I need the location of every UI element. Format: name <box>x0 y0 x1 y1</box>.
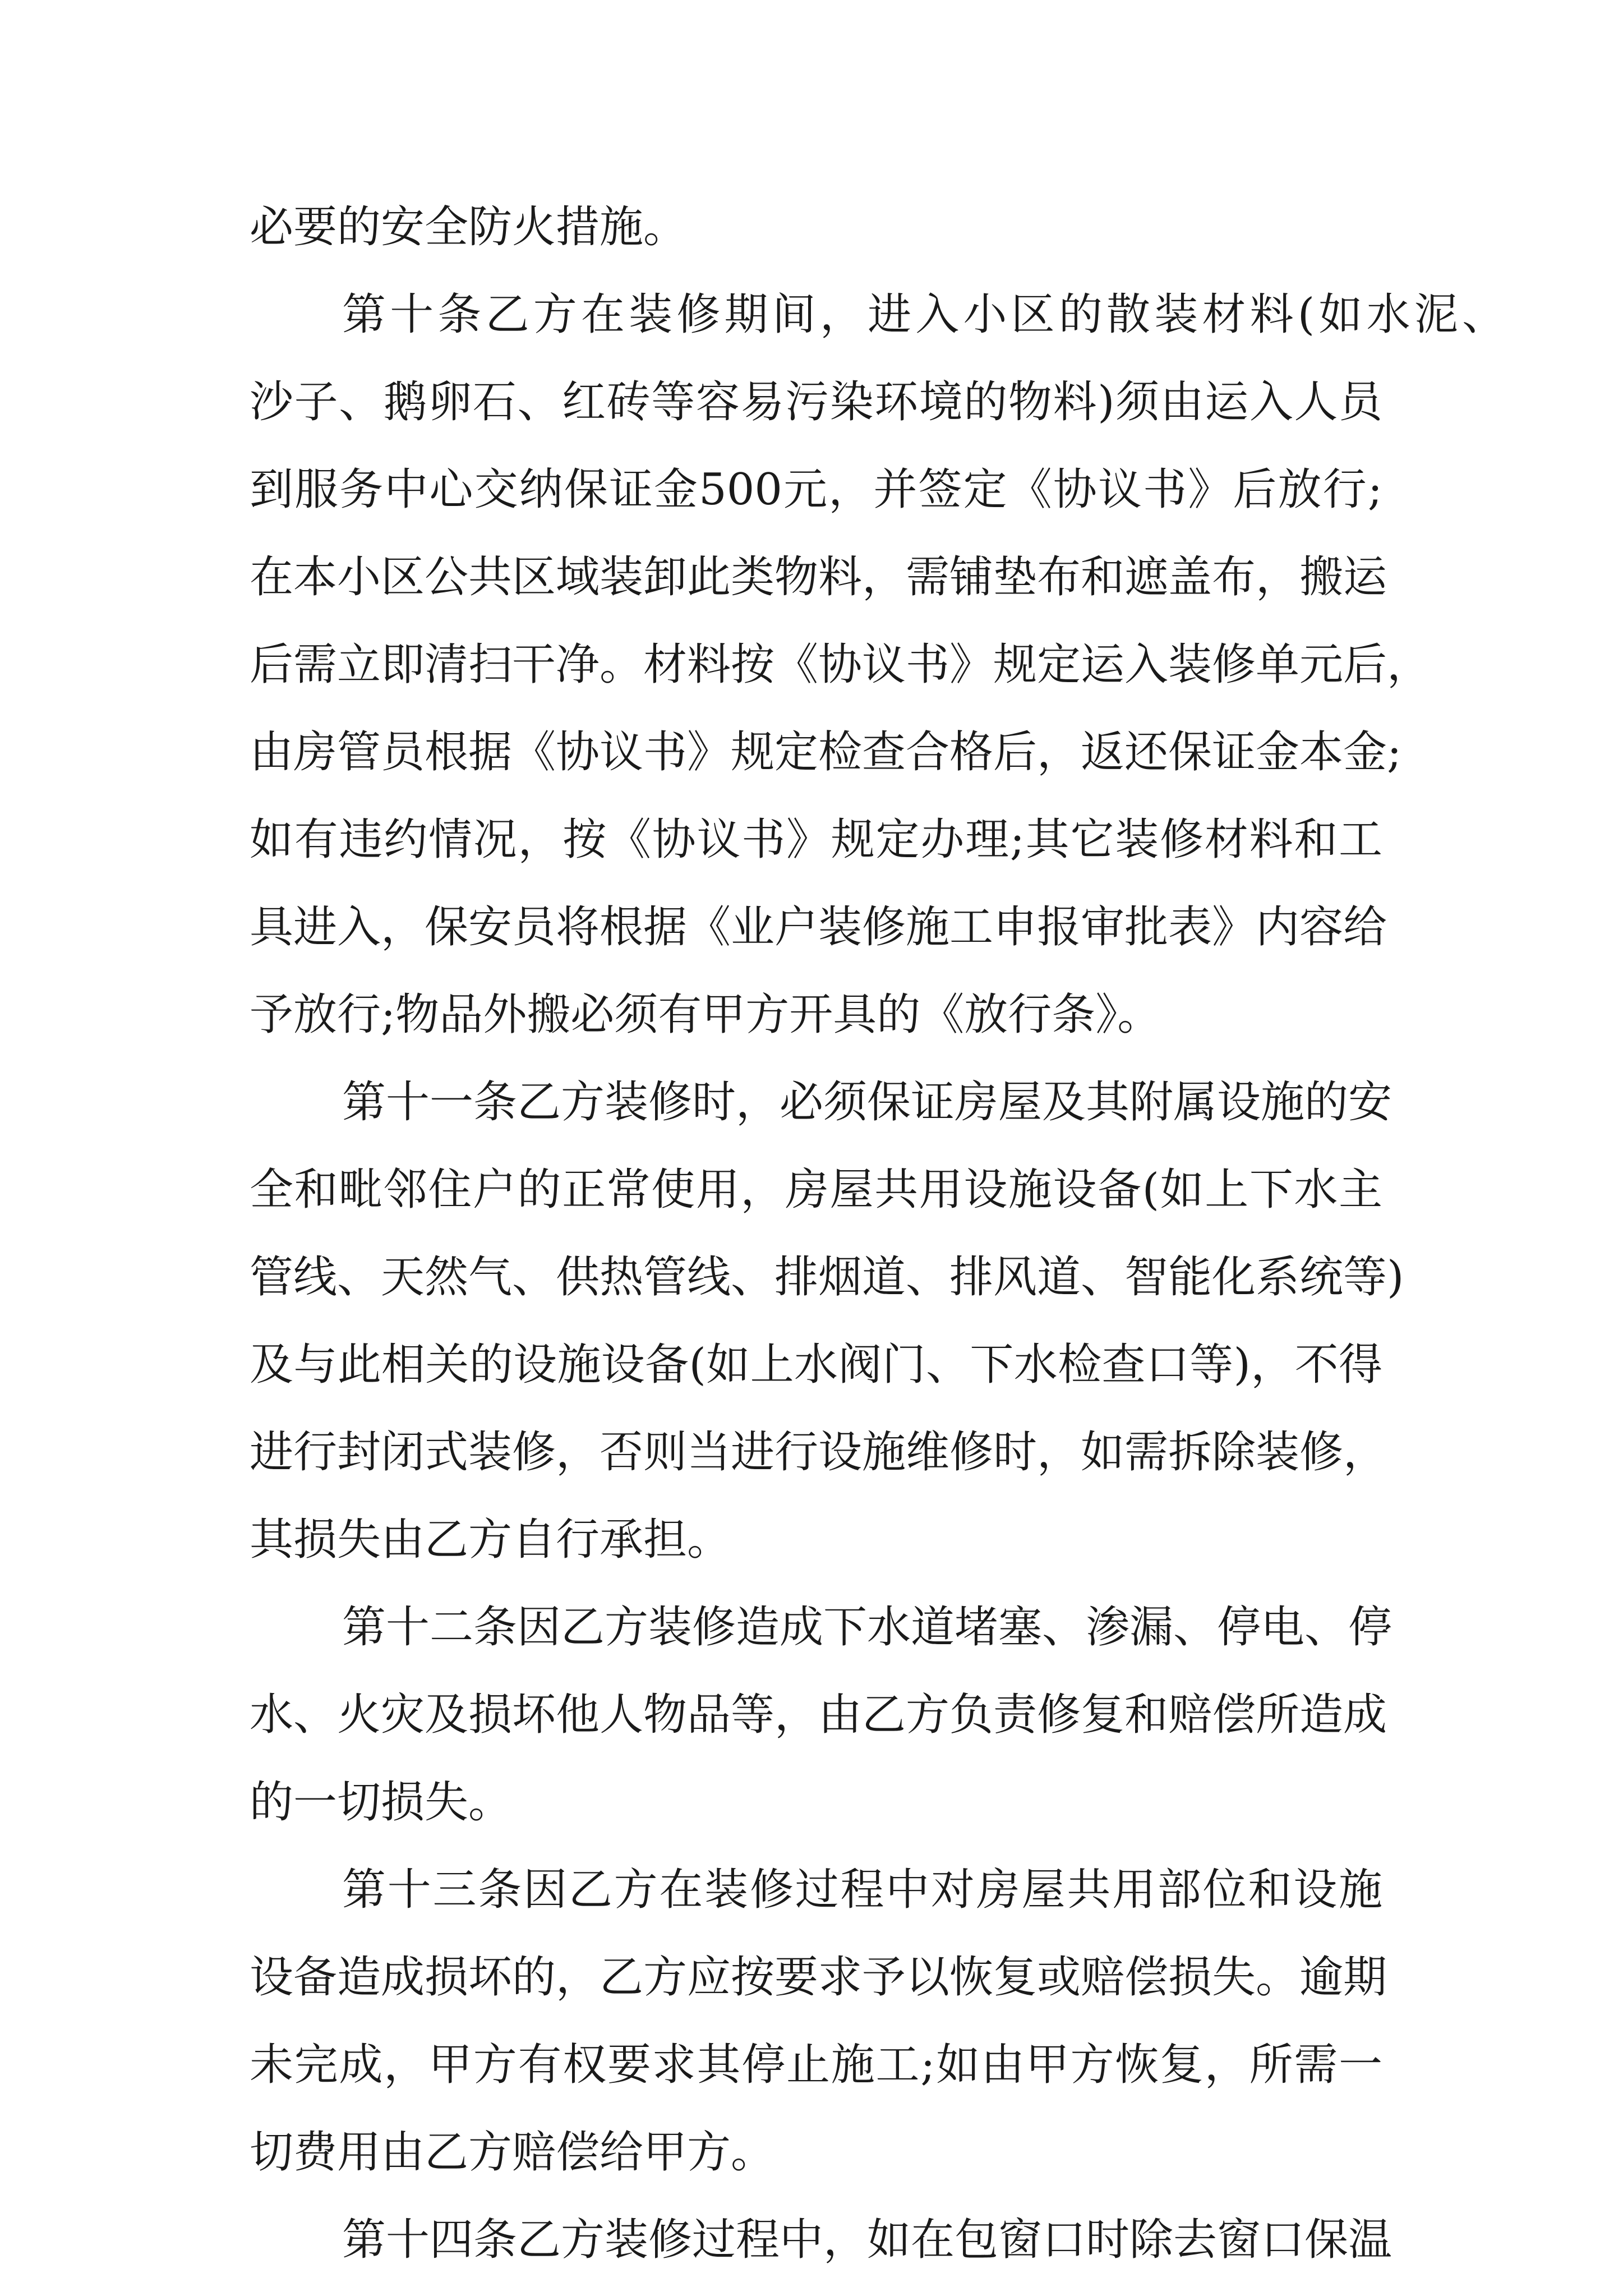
text-line: 未完成，甲方有权要求其停止施工;如由甲方恢复，所需一 <box>250 2040 1382 2090</box>
text-line: 在本小区公共区域装卸此类物料，需铺垫布和遮盖布，搬运 <box>250 552 1387 602</box>
text-line: 及与此相关的设施设备(如上水阀门、下水检查口等)，不得 <box>250 1340 1382 1390</box>
paragraph-article-12-start: 第十二条因乙方装修造成下水道堵塞、渗漏、停电、停 <box>342 1602 1393 1653</box>
paragraph-article-14-start: 第十四条乙方装修过程中，如在包窗口时除去窗口保温 <box>342 2215 1393 2265</box>
paragraph-article-11-start: 第十一条乙方装修时，必须保证房屋及其附属设施的安 <box>342 1077 1393 1128</box>
text-line: 后需立即清扫干净。材料按《协议书》规定运入装修单元后， <box>250 639 1431 690</box>
text-line: 切费用由乙方赔偿给甲方。 <box>250 2127 775 2178</box>
text-line: 具进入，保安员将根据《业户装修施工申报审批表》内容给 <box>250 902 1387 953</box>
paragraph-article-10-start: 第十条乙方在装修期间，进入小区的散装材料(如水泥、 <box>342 289 1506 340</box>
text-line: 管线、天然气、供热管线、排烟道、排风道、智能化系统等) <box>250 1252 1404 1303</box>
text-line: 如有违约情况，按《协议书》规定办理;其它装修材料和工 <box>250 815 1382 865</box>
text-line: 设备造成损坏的，乙方应按要求予以恢复或赔偿损失。逾期 <box>250 1952 1387 2003</box>
text-line: 予放行;物品外搬必须有甲方开具的《放行条》。 <box>250 990 1161 1040</box>
text-line: 到服务中心交纳保证金500元，并签定《协议书》后放行; <box>250 464 1382 515</box>
text-line: 的一切损失。 <box>250 1777 513 1828</box>
text-line: 必要的安全防火措施。 <box>250 202 688 252</box>
text-line: 其损失由乙方自行承担。 <box>250 1515 731 1565</box>
paragraph-article-13-start: 第十三条因乙方在装修过程中对房屋共用部位和设施 <box>342 1865 1382 1915</box>
text-line: 水、火灾及损坏他人物品等，由乙方负责修复和赔偿所造成 <box>250 1690 1387 1740</box>
text-line: 全和毗邻住户的正常使用，房屋共用设施设备(如上下水主 <box>250 1165 1382 1215</box>
text-line: 沙子、鹅卵石、红砖等容易污染环境的物料)须由运入人员 <box>250 377 1382 427</box>
text-line: 进行封闭式装修，否则当进行设施维修时，如需拆除装修， <box>250 1427 1387 1478</box>
text-line: 由房管员根据《协议书》规定检查合格后，返还保证金本金; <box>250 727 1402 777</box>
